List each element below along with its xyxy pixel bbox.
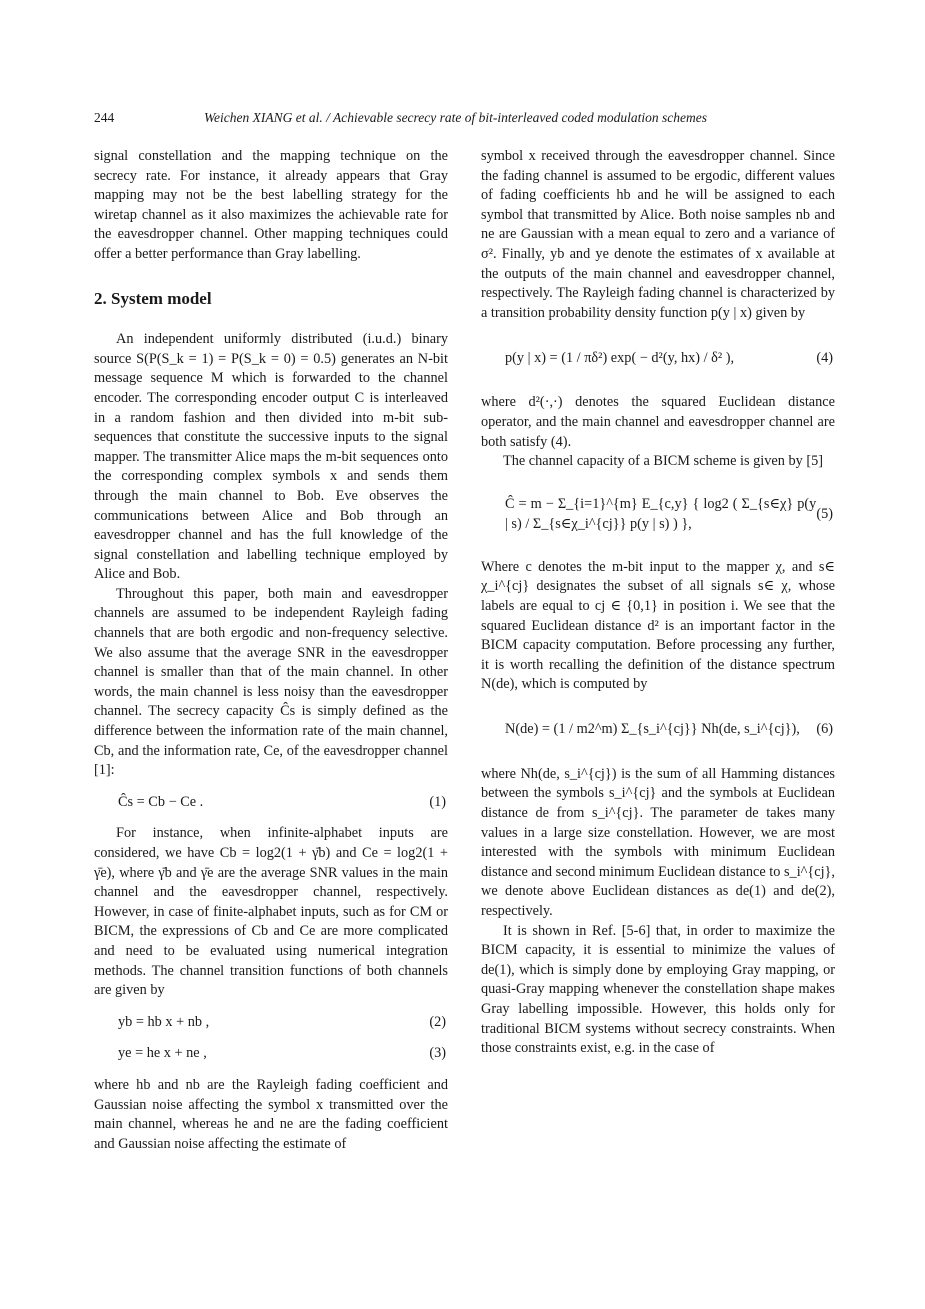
equation-6	[481, 707, 835, 753]
equation-body: ye = he x + ne ,	[118, 1045, 207, 1062]
equation-3	[94, 1044, 448, 1064]
paragraph: symbol x received through the eavesdropper channel. Since the fading channel is assumed to be ergodic, different values of fading coefficients hb and he will be assigned to each symbol that transmitted by Alice. Both noise samples nb and ne are Gaussian with a mean equal to zero and a variance of σ². Finally, yb and ye denote the estimates of x available at the outputs of the main channel and eavesdropper channel, respectively. The Rayleigh fading channel is characterized by a transition probability density function p(y | x) given by	[481, 148, 835, 321]
equation-number: (2)	[429, 1013, 446, 1030]
equation-2	[94, 1013, 448, 1033]
equation-number: (6)	[816, 721, 833, 738]
equation-body: Ĉ = m − Σ_{i=1}^{m} E_{c,y} { log2 ( Σ_{s∈χ} p(y | s) / Σ_{s∈χ_i^{cj}} p(y | s) ) },	[505, 496, 817, 532]
left-column	[94, 147, 448, 1154]
equation-5	[481, 484, 835, 546]
paragraph: Throughout this paper, both main and eavesdropper channels are assumed to be independent Rayleigh fading channels that are both ergodic and non-frequency selective. We also assume that the average SNR in the eavesdropper channel is smaller than that of the main channel. In other words, the main channel is less noisy than the eavesdropper channel. The secrecy capacity Ĉs is simply defined as the difference between the information rate of the main channel, Cb, and the information rate, Ce, of the eavesdropper channel [1]:	[94, 585, 448, 779]
equation-number: (1)	[429, 793, 446, 810]
equation-4	[481, 335, 835, 381]
paragraph: where Nh(de, s_i^{cj}) is the sum of all Hamming distances between the symbols s_i^{cj} and the symbols at Euclidean distance de from s_i^{cj}. The parameter de takes many values in a large size constellation. However, we are most interested with the symbols with minimum Euclidean distance and second minimum Euclidean distance to s_i^{cj}, we denote above Euclidean distances as de(1) and de(2), respectively.	[481, 765, 835, 920]
paragraph: signal constellation and the mapping technique on the secrecy rate. For instance, it already appears that Gray mapping may not be the best labelling strategy for the wiretap channel as it also maximizes the achievable rate for the eavesdropper channel. Other mapping techniques could offer a better performance than Gray labelling.	[94, 148, 448, 262]
section-heading: 2. System model	[94, 288, 212, 308]
equation-number: (3)	[429, 1045, 446, 1062]
equation-1	[94, 793, 448, 813]
paragraph: Where c denotes the m-bit input to the mapper χ, and s∈ χ_i^{cj} designates the subset of all signals s∈ χ, whose labels are equal to cj ∈ {0,1} in position i. We see that the squared Euclidean distance d² is an important factor in the BICM capacity computation. Before processing any further, it is worth recalling the definition of the distance spectrum N(de), which is computed by	[481, 558, 835, 693]
paragraph: The channel capacity of a BICM scheme is given by [5]	[503, 453, 823, 470]
equation-body: yb = hb x + nb ,	[118, 1013, 210, 1030]
equation-number: (4)	[816, 349, 833, 366]
right-column	[481, 147, 835, 1059]
paragraph: For instance, when infinite-alphabet inputs are considered, we have Cb = log2(1 + γ̄b) and Ce = log2(1 + γ̄e), where γ̄b and γ̄e are the average SNR values in the main channel and the eavesdropper channel, respectively. However, in case of finite-alphabet inputs, such as for CM or BICM, the expressions of Cb and Ce are more complicated and need to be evaluated using numerical integration methods. The channel transition functions of both channels are given by	[94, 825, 448, 999]
paragraph: An independent uniformly distributed (i.u.d.) binary source S(P(S_k = 1) = P(S_k = 0) = 0.5) generates an N-bit message sequence M which is forwarded to the channel encoder. The corresponding encoder output C is interleaved in a random fashion and then divided into m-bit sub-sequences that constitute the successive inputs to the signal mapper. The transmitter Alice maps the m-bit sequences onto the corresponding complex symbols x and sends them through the main channel to Bob. Eve observes the communications between Alice and Bob through an eavesdropper channel and has the full knowledge of the signal constellation and labelling technique employed by Alice and Bob.	[94, 331, 448, 583]
paragraph: where hb and nb are the Rayleigh fading coefficient and Gaussian noise affecting the symbol x transmitted over the main channel, whereas he and ne are the fading coefficient and Gaussian noise affecting the estimate of	[94, 1076, 448, 1152]
equation-body: N(de) = (1 / m2^m) Σ_{s_i^{cj}} Nh(de, s_i^{cj}),	[505, 721, 800, 738]
paragraph: It is shown in Ref. [5-6] that, in order to maximize the BICM capacity, it is essential to minimize the values of de(1), which is simply done by employing Gray mapping, or quasi-Gray mapping whenever the constellation shape makes Gray labelling impossible. However, this holds only for traditional BICM systems without secrecy constraints. When those constraints exist, e.g. in the case of	[481, 922, 835, 1057]
equation-body: p(y | x) = (1 / πδ²) exp( − d²(y, hx) / δ² ),	[505, 349, 735, 366]
paragraph: where d²(·,·) denotes the squared Euclidean distance operator, and the main channel and eavesdropper channel are both satisfy (4).	[481, 394, 835, 450]
equation-number: (5)	[816, 505, 833, 522]
equation-body: Ĉs = Cb − Ce .	[118, 793, 204, 810]
page-number: 244	[94, 110, 115, 125]
running-title: Weichen XIANG et al. / Achievable secrecy rate of bit-interleaved coded modulation schemes	[204, 110, 707, 125]
